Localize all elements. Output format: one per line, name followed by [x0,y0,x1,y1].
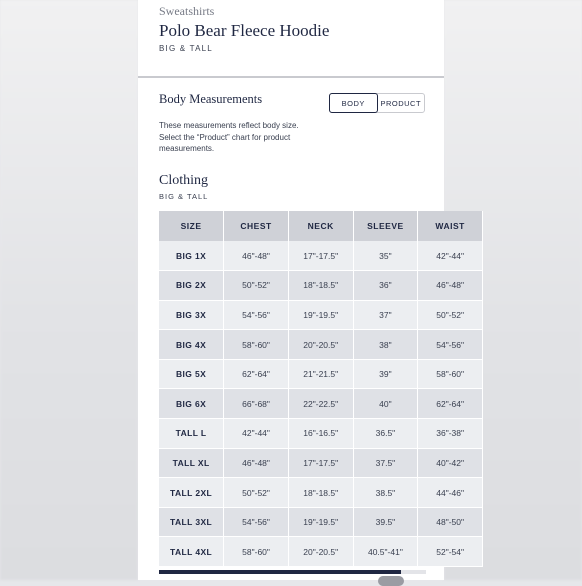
size-cell: BIG 4X [159,330,224,360]
measurement-cell: 44"-46" [418,478,483,508]
measurement-cell: 40.5"-41" [353,537,418,567]
size-cell: TALL 3XL [159,507,224,537]
measurement-cell: 37.5" [353,448,418,478]
product-subtitle: BIG & TALL [159,44,213,53]
measurement-cell: 42"-44" [418,241,483,271]
measurement-cell: 46"-48" [224,448,289,478]
measurement-cell: 36"-38" [418,419,483,449]
measurement-cell: 17"-17.5" [288,448,353,478]
table-row [159,478,483,508]
measurement-cell: 37" [353,300,418,330]
table-row [159,300,483,330]
size-cell: TALL 2XL [159,478,224,508]
table-row [159,271,483,301]
measurement-cell: 40"-42" [418,448,483,478]
measurement-cell: 16"-16.5" [288,419,353,449]
table-row [159,537,483,567]
measurement-cell: 62"-64" [418,389,483,419]
measurement-cell: 39.5" [353,507,418,537]
size-cell: BIG 2X [159,271,224,301]
measurement-cell: 22"-22.5" [288,389,353,419]
product-title: Polo Bear Fleece Hoodie [159,21,330,40]
clothing-title: Clothing [159,173,209,188]
measurement-cell: 20"-20.5" [288,537,353,567]
measurement-cell: 52"-54" [418,537,483,567]
measurement-cell: 38" [353,330,418,360]
table-row [159,241,483,271]
measurement-cell: 62"-64" [224,359,289,389]
header-divider [138,76,444,78]
size-guide-panel [138,0,465,580]
measurement-cell: 58"-60" [224,537,289,567]
column-header-sleeve: SLEEVE [353,211,418,241]
measurement-cell: 48"-50" [418,507,483,537]
measurement-cell: 50"-52" [224,478,289,508]
measurement-cell: 54"-56" [224,507,289,537]
table-row [159,389,483,419]
column-header-chest: CHEST [224,211,289,241]
table-row [159,330,483,360]
measurement-cell: 36" [353,271,418,301]
measurement-cell: 58"-60" [418,359,483,389]
size-cell: BIG 6X [159,389,224,419]
size-table [159,211,483,567]
measurement-cell: 17"-17.5" [288,241,353,271]
column-header-size: SIZE [159,211,224,241]
measurement-cell: 19"-19.5" [288,300,353,330]
measurement-toggle [329,93,425,113]
measurement-cell: 54"-56" [224,300,289,330]
body-toggle-button[interactable]: BODY [329,93,378,113]
background-left [0,0,138,580]
measurement-cell: 36.5" [353,419,418,449]
table-row [159,448,483,478]
column-header-neck: NECK [288,211,353,241]
size-cell: TALL 4XL [159,537,224,567]
size-cell: BIG 5X [159,359,224,389]
table-header-row [159,211,483,241]
product-category: Sweatshirts [159,4,215,18]
scroll-handle[interactable] [378,576,404,586]
measurement-cell: 58"-60" [224,330,289,360]
size-table-scroll-area[interactable] [159,211,465,566]
measurement-cell: 54"-56" [418,330,483,360]
measurement-cell: 20"-20.5" [288,330,353,360]
measurement-cell: 66"-68" [224,389,289,419]
measurement-cell: 21"-21.5" [288,359,353,389]
measurement-cell: 50"-52" [418,300,483,330]
measurement-cell: 35" [353,241,418,271]
measurement-cell: 46"-48" [418,271,483,301]
measurement-cell: 18"-18.5" [288,271,353,301]
body-measurements-title: Body Measurements [159,92,263,106]
measurement-cell: 40" [353,389,418,419]
body-measurements-description: These measurements reflect body size. Select the “Product” chart for product measurements. [159,121,299,153]
measurement-cell: 19"-19.5" [288,507,353,537]
table-row [159,419,483,449]
measurement-cell: 39" [353,359,418,389]
size-cell: BIG 1X [159,241,224,271]
table-body [159,241,483,567]
clothing-subtitle: BIG & TALL [159,192,209,201]
measurement-cell: 50"-52" [224,271,289,301]
horizontal-scroll-thumb[interactable] [159,570,401,574]
size-cell: BIG 3X [159,300,224,330]
column-header-waist: WAIST [418,211,483,241]
size-cell: TALL XL [159,448,224,478]
measurement-cell: 38.5" [353,478,418,508]
size-cell: TALL L [159,419,224,449]
measurement-cell: 18"-18.5" [288,478,353,508]
measurement-cell: 46"-48" [224,241,289,271]
product-toggle-button[interactable]: PRODUCT [380,98,422,108]
table-row [159,359,483,389]
measurement-cell: 42"-44" [224,419,289,449]
table-row [159,507,483,537]
